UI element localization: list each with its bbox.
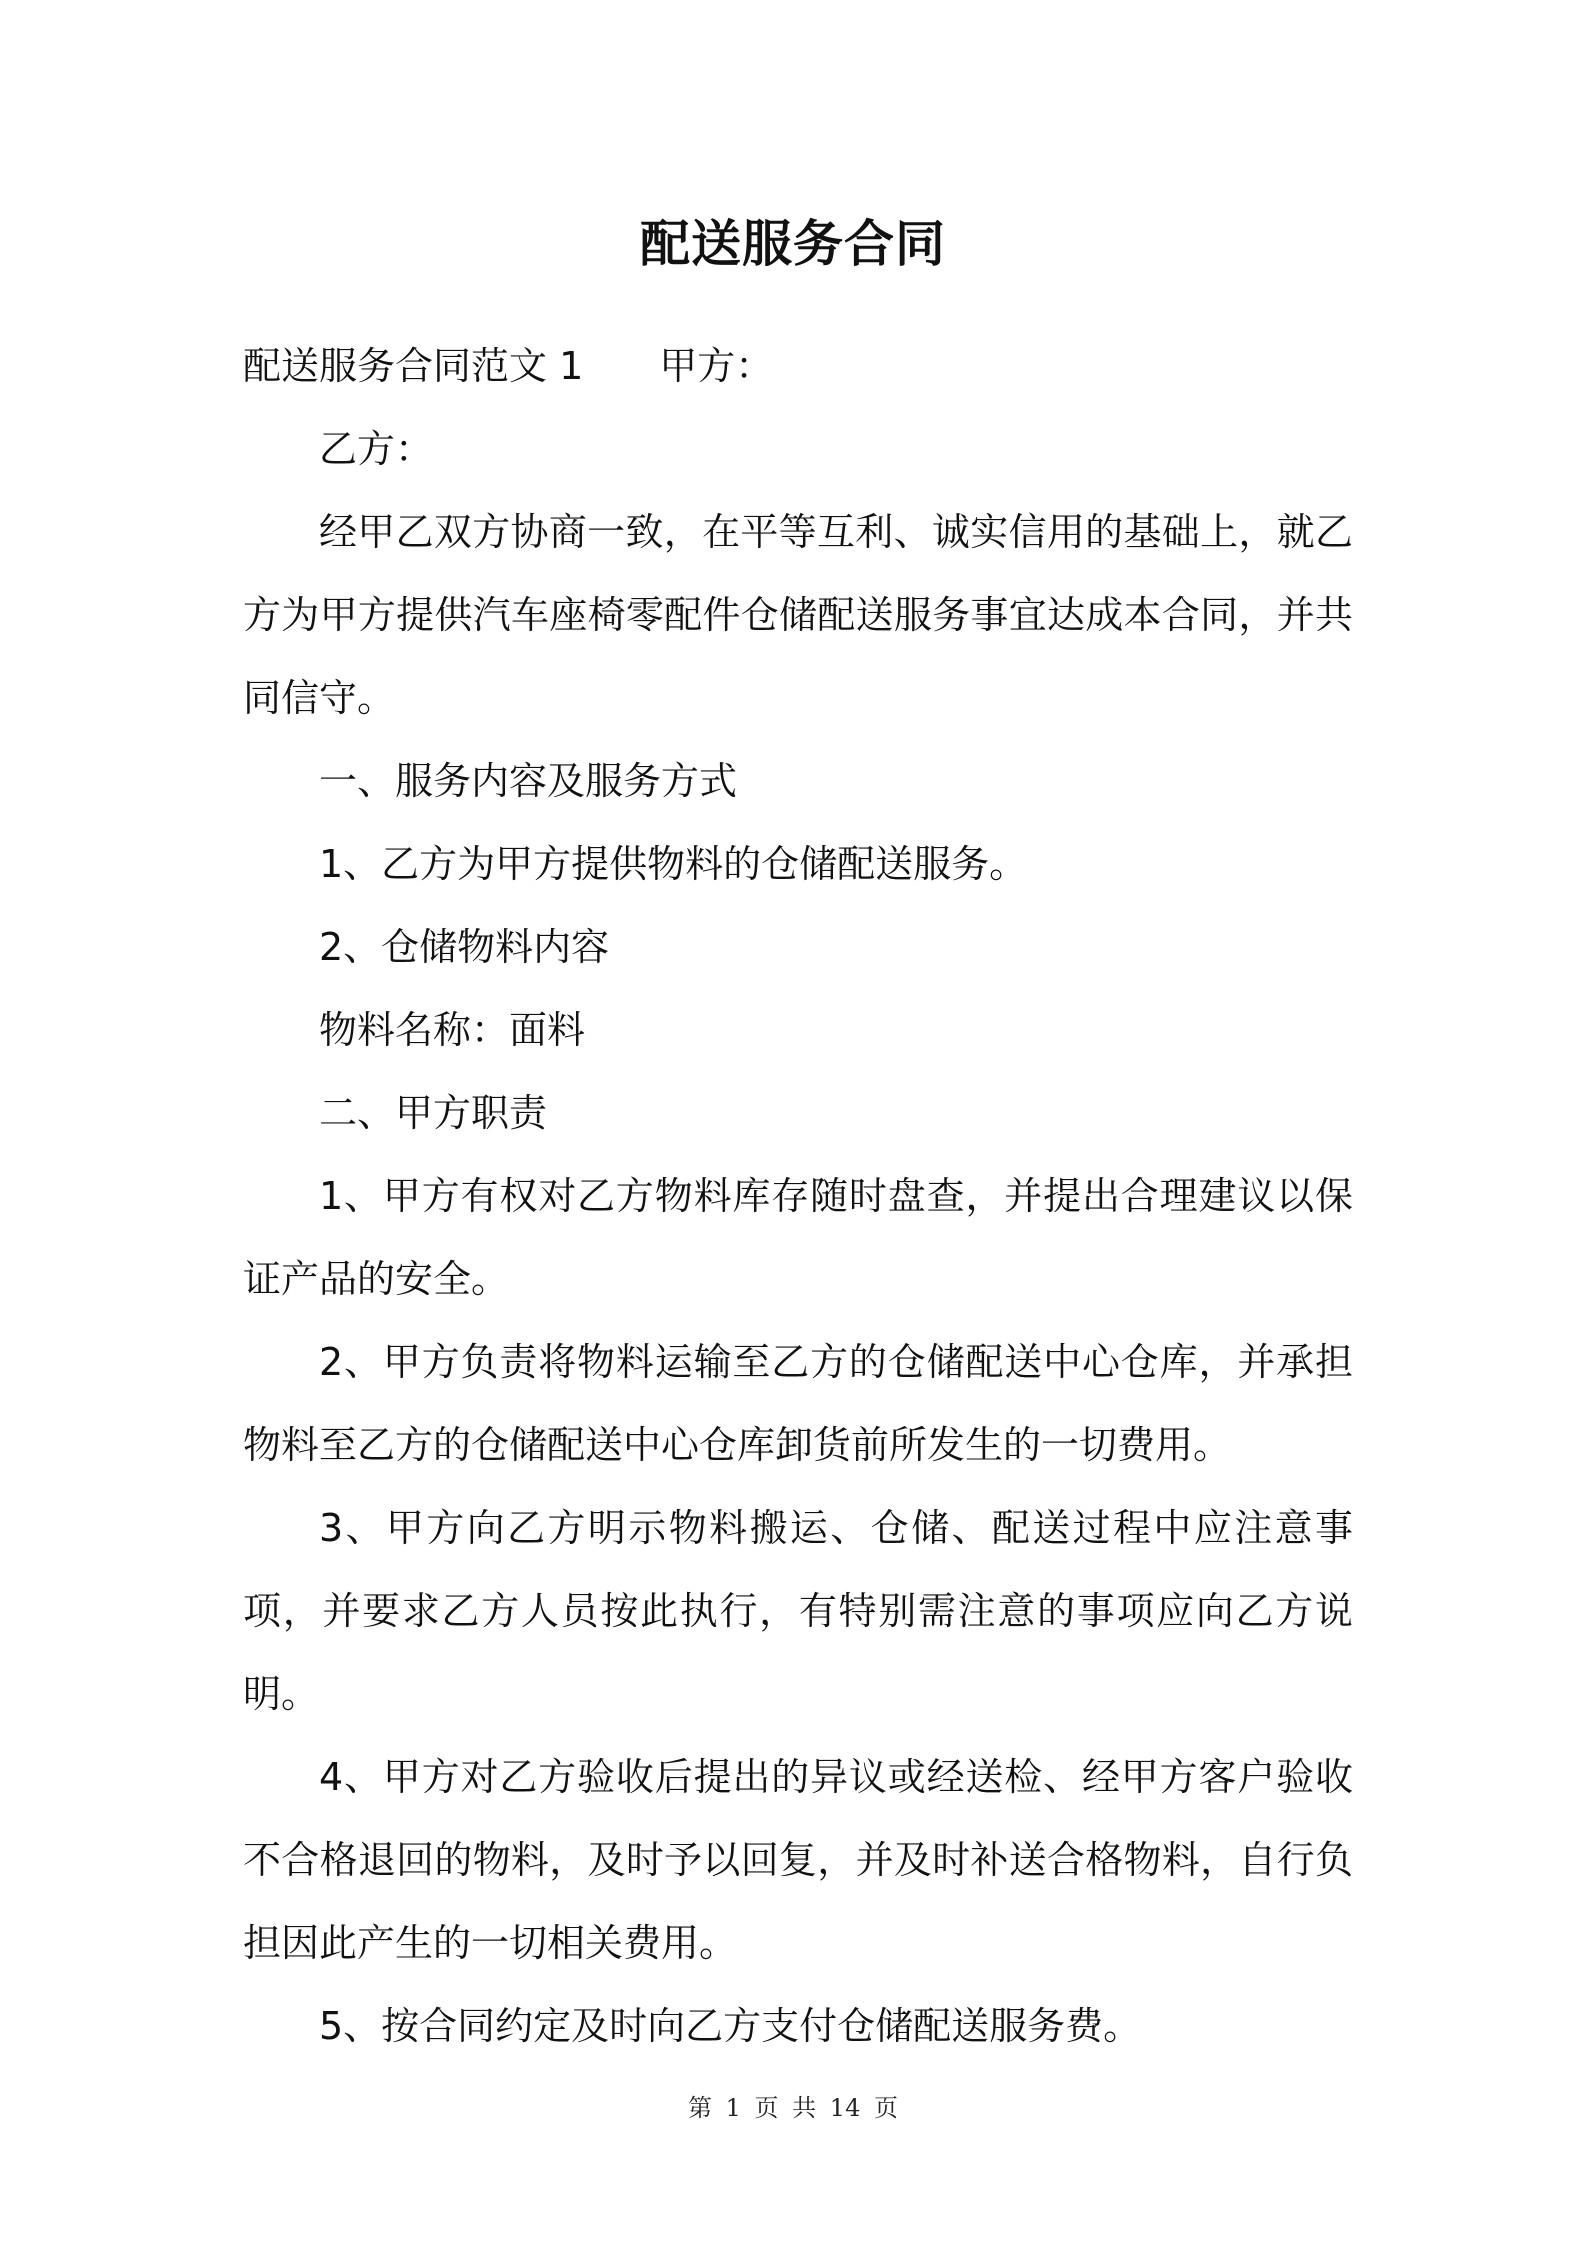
sample-label: 配送服务合同范文 1 xyxy=(243,344,584,388)
document-title: 配送服务合同 xyxy=(640,215,946,273)
material-name: 物料名称：面料 xyxy=(319,1008,586,1052)
clause-1-2: 2、仓储物料内容 xyxy=(319,925,610,969)
clause-1-1: 1、乙方为甲方提供物料的仓储配送服务。 xyxy=(319,842,1028,886)
page-footer: 第 1 页 共 14 页 xyxy=(688,2094,898,2122)
paragraph-party-b: 乙方： xyxy=(319,427,434,471)
clause-2-3: 3、甲方向乙方明示物料搬运、仓储、配送过程中应注意事项，并要求乙方人员按此执行，有特别需注意的事项应向乙方说明。 xyxy=(243,1506,1353,1716)
paragraph-preamble: 经甲乙双方协商一致，在平等互利、诚实信用的基础上，就乙方为甲方提供汽车座椅零配件仓储配送服务事宜达成本合同，并共同信守。 xyxy=(243,510,1353,720)
document-body xyxy=(243,325,1353,2068)
first-line xyxy=(243,325,1353,408)
section-heading-1: 一、服务内容及服务方式 xyxy=(319,759,738,803)
party-a-label: 甲方： xyxy=(659,344,774,388)
section-heading-2: 二、甲方职责 xyxy=(319,1091,548,1135)
clause-2-4: 4、甲方对乙方验收后提出的异议或经送检、经甲方客户验收不合格退回的物料，及时予以回复，并及时补送合格物料，自行负担因此产生的一切相关费用。 xyxy=(243,1755,1353,1965)
clause-2-5: 5、按合同约定及时向乙方支付仓储配送服务费。 xyxy=(319,2004,1142,2048)
clause-2-1: 1、甲方有权对乙方物料库存随时盘查，并提出合理建议以保证产品的安全。 xyxy=(243,1174,1353,1301)
clause-2-2: 2、甲方负责将物料运输至乙方的仓储配送中心仓库，并承担物料至乙方的仓储配送中心仓库卸货前所发生的一切费用。 xyxy=(243,1340,1353,1467)
